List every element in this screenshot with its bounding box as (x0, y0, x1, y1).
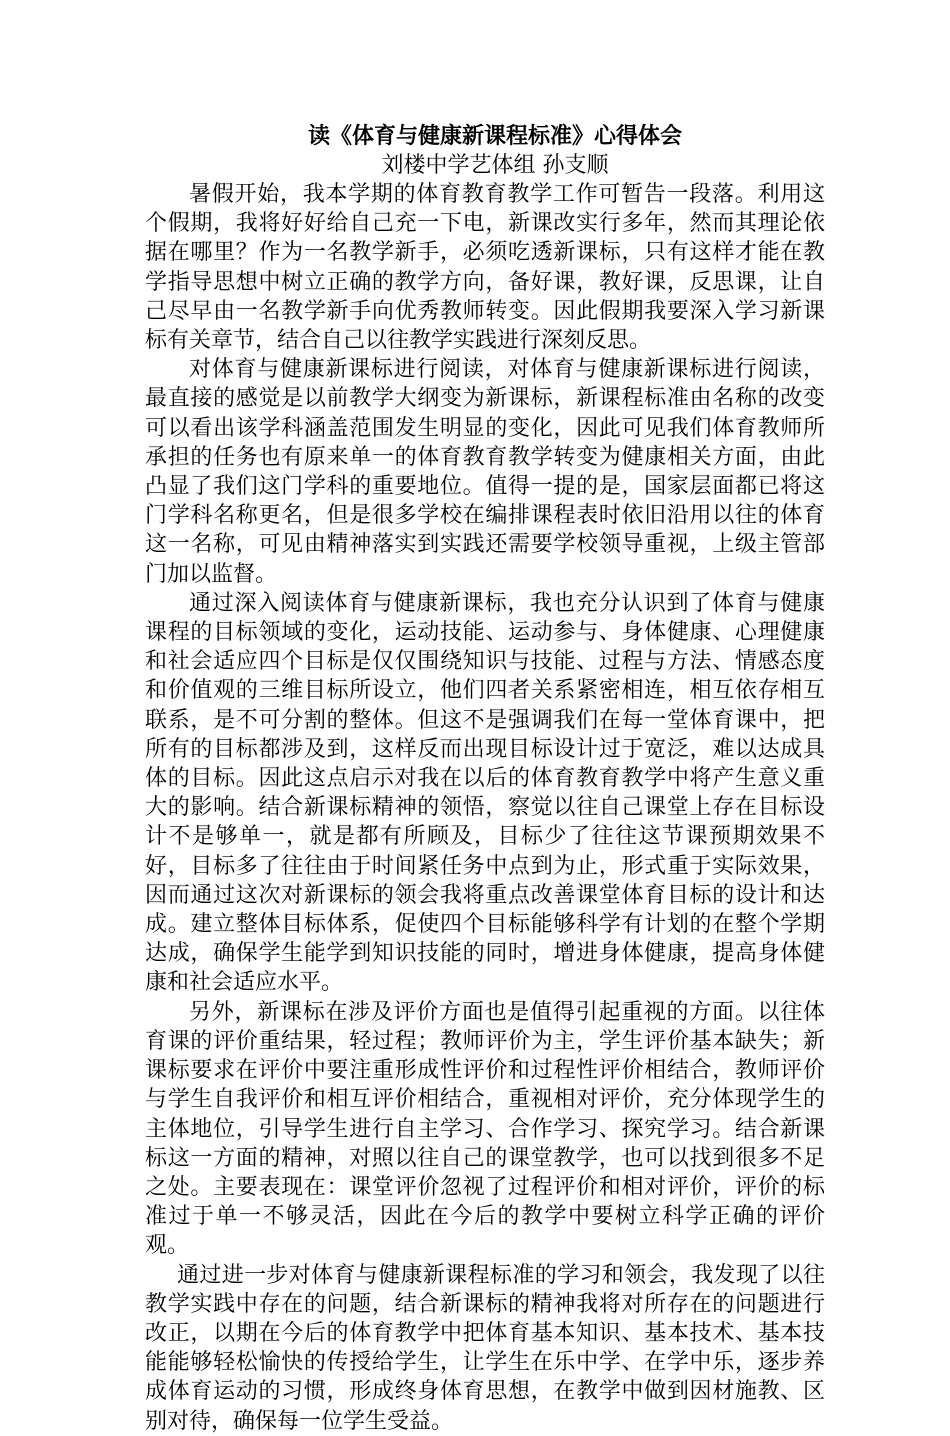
document-page (145, 122, 825, 1436)
document-author: 刘楼中学艺体组 孙支顺 (381, 153, 609, 178)
paragraph-5: 通过进一步对体育与健康新课程标准的学习和领会，我发现了以往教学实践中存在的问题，结合新课标的精神我将对所存在的问题进行改正，以期在今后的体育教学中把体育基本知识、基本技术、基本技能能够轻松愉快的传授给学生，让学生在乐中学、在学中乐，逐步养成体育运动的习惯，形成终身体育思想，在教学中做到因材施教、区别对待，确保每一位学生受益。 (145, 1262, 825, 1434)
paragraph-2: 对体育与健康新课标进行阅读，对体育与健康新课标进行阅读，最直接的感觉是以前教学大纲变为新课标，新课程标准由名称的改变可以看出该学科涵盖范围发生明显的变化，因此可见我们体育教师所承担的任务也有原来单一的体育教育教学转变为健康相关方面，由此凸显了我们这门学科的重要地位。值得一提的是，国家层面都已将这门学科名称更名，但是很多学校在编排课程表时依旧沿用以往的体育这一名称，可见由精神落实到实践还需要学校领导重视，上级主管部门加以监督。 (145, 357, 825, 587)
paragraph-1: 暑假开始，我本学期的体育教育教学工作可暂告一段落。利用这个假期，我将好好给自己充一下电，新课改实行多年，然而其理论依据在哪里？作为一名教学新手，必须吃透新课标，只有这样才能在教学指导思想中树立正确的教学方向，备好课，教好课，反思课，让自己尽早由一名教学新手向优秀教师转变。因此假期我要深入学习新课标有关章节，结合自己以往教学实践进行深刻反思。 (145, 182, 825, 354)
paragraph-3: 通过深入阅读体育与健康新课标，我也充分认识到了体育与健康课程的目标领域的变化，运动技能、运动参与、身体健康、心理健康和社会适应四个目标是仅仅围绕知识与技能、过程与方法、情感态度和价值观的三维目标所设立，他们四者关系紧密相连，相互依存相互联系，是不可分割的整体。但这不是强调我们在每一堂体育课中，把所有的目标都涉及到，这样反而出现目标设计过于宽泛，难以达成具体的目标。因此这点启示对我在以后的体育教育教学中将产生意义重大的影响。结合新课标精神的领悟，察觉以往自己课堂上存在目标设计不是够单一，就是都有所顾及，目标少了往往这节课预期效果不好，目标多了往往由于时间紧任务中点到为止，形式重于实际效果，因而通过这次对新课标的领会我将重点改善课堂体育目标的设计和达成。建立整体目标体系，促使四个目标能够科学有计划的在整个学期达成，确保学生能学到知识技能的同时，增进身体健康，提高身体健康和社会适应水平。 (145, 590, 825, 996)
paragraph-4: 另外，新课标在涉及评价方面也是值得引起重视的方面。以往体育课的评价重结果，轻过程；教师评价为主，学生评价基本缺失；新课标要求在评价中要注重形成性评价和过程性评价相结合，教师评价与学生自我评价和相互评价相结合，重视相对评价，充分体现学生的主体地位，引导学生进行自主学习、合作学习、探究学习。结合新课标这一方面的精神，对照以往自己的课堂教学，也可以找到很多不足之处。主要表现在：课堂评价忽视了过程评价和相对评价，评价的标准过于单一不够灵活，因此在今后的教学中要树立科学正确的评价观。 (145, 999, 825, 1259)
document-title: 读《体育与健康新课程标准》心得体会 (307, 123, 682, 149)
